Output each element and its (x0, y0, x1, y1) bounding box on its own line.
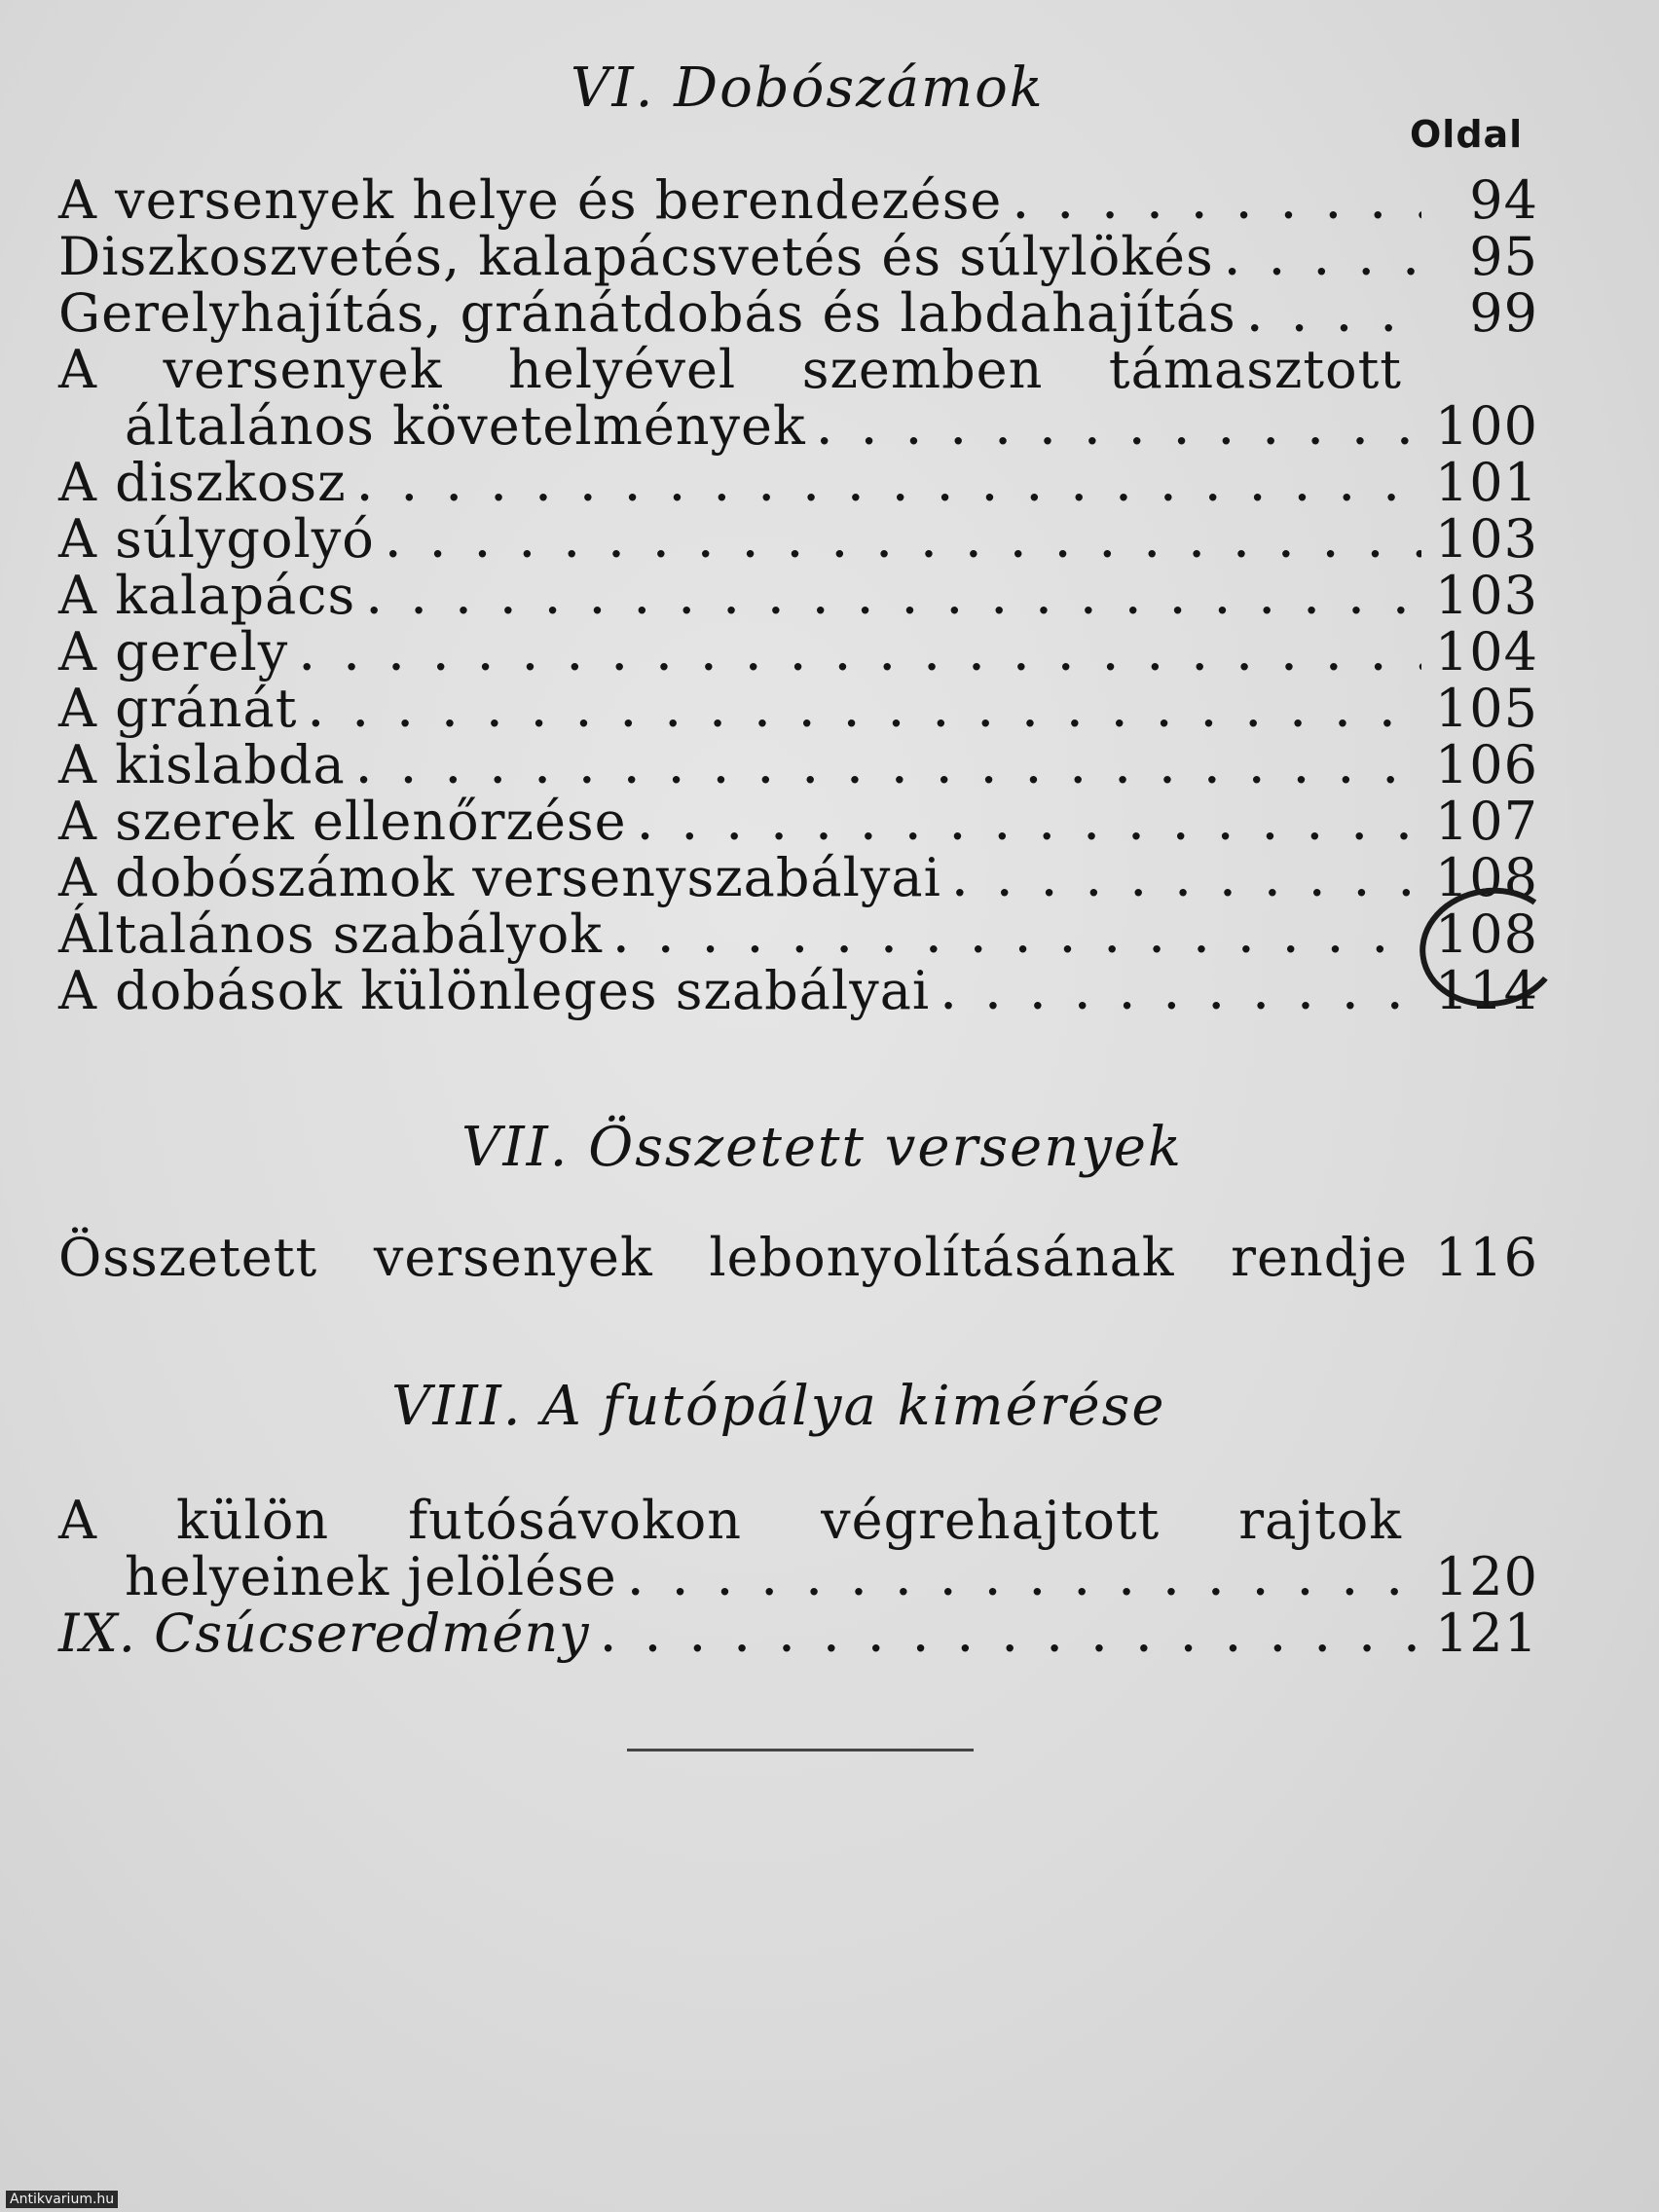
section-title-vi: VI. Dobószámok (571, 56, 1045, 120)
toc-entry-title: A gerely (58, 621, 289, 682)
toc-entry-title: A súlygolyó (58, 508, 375, 570)
toc-entry (58, 510, 1538, 569)
toc-entry-page: 105 (1434, 678, 1538, 739)
section-title-viii: VIII. A futópálya kimérése (391, 1375, 1166, 1438)
watermark: Antikvarium.hu (6, 2191, 118, 2208)
toc-entry (58, 228, 1538, 286)
toc-entry-title: helyeinek jelölése (125, 1546, 617, 1607)
toc-entry-page: 95 (1469, 226, 1538, 287)
toc-entry (58, 1229, 1538, 1287)
toc-entry-line1 (58, 341, 1402, 399)
toc-entry-page: 116 (1434, 1227, 1538, 1288)
toc-entry-page: 99 (1469, 282, 1538, 344)
toc-entry (58, 849, 1538, 907)
leader-dots (818, 402, 1421, 461)
toc-entry-title: Gerelyhajítás, gránátdobás és labdahajítás (58, 282, 1236, 344)
toc-entry (58, 171, 1538, 230)
toc-entry-page: 106 (1434, 734, 1538, 795)
toc-entry-page: 104 (1434, 621, 1538, 682)
toc-entry-title: A dobószámok versenyszabályai (58, 847, 941, 908)
leader-dots (1226, 233, 1421, 291)
toc-entry-page: 103 (1434, 508, 1538, 570)
leader-dots (309, 684, 1421, 743)
toc-entry-title: A gránát (58, 678, 298, 739)
page-column-header: Oldal (1410, 113, 1524, 156)
toc-entry-page: 108 (1434, 903, 1538, 965)
leader-dots (953, 854, 1421, 912)
leader-dots (602, 1609, 1421, 1668)
leader-dots (358, 459, 1421, 517)
toc-entry (58, 454, 1538, 512)
toc-entry-line2 (125, 1548, 1538, 1606)
toc-entry-page: 120 (1434, 1546, 1538, 1607)
toc-entry-title: A dobások különleges szabályai (58, 960, 931, 1021)
toc-entry-line2 (125, 397, 1538, 456)
toc-entry (58, 623, 1538, 682)
toc-entry-title: A külön futósávokon végrehajtott rajtok (58, 1490, 1402, 1551)
toc-entry-page: 108 (1434, 847, 1538, 908)
toc-entry (58, 1604, 1538, 1663)
toc-entry-title: A kalapács (58, 565, 356, 626)
leader-dots (629, 1553, 1421, 1611)
toc-entry-line1 (58, 1492, 1402, 1550)
leader-dots (300, 628, 1421, 686)
leader-dots (941, 967, 1421, 1025)
toc-entry-title: A kislabda (58, 734, 346, 795)
toc-entry-title: általános követelmények (125, 395, 806, 457)
toc-entry-title: IX. Csúcseredmény (58, 1603, 590, 1664)
toc-entry-title: Összetett versenyek lebonyolításának rendje (58, 1227, 1408, 1288)
leader-dots (367, 571, 1421, 630)
toc-entry (58, 284, 1538, 343)
toc-entry (58, 905, 1538, 964)
toc-entry (58, 793, 1538, 851)
toc-entry (58, 567, 1538, 625)
toc-entry-title: A versenyek helyével szemben támasztott (58, 339, 1402, 400)
toc-entry-title: A diszkosz (58, 452, 347, 513)
section-title-vii: VII. Összetett versenyek (461, 1116, 1183, 1179)
toc-entry-page: 94 (1469, 169, 1538, 231)
end-rule-divider (627, 1749, 974, 1751)
toc-entry-page: 114 (1434, 960, 1538, 1021)
toc-entry-page: 107 (1434, 791, 1538, 852)
toc-entry-page: 101 (1434, 452, 1538, 513)
toc-entry (58, 962, 1538, 1020)
toc-entry-page: 121 (1434, 1603, 1538, 1664)
toc-entry (58, 680, 1538, 738)
toc-entry-page: 103 (1434, 565, 1538, 626)
toc-entry-title: A szerek ellenőrzése (58, 791, 627, 852)
toc-entry (58, 736, 1538, 794)
toc-entry-title: A versenyek helye és berendezése (58, 169, 1003, 231)
toc-entry-title: Általános szabályok (58, 903, 603, 965)
toc-entry-page: 100 (1434, 395, 1538, 457)
leader-dots (387, 515, 1421, 573)
toc-entry-title: Diszkoszvetés, kalapácsvetés és súlylökés (58, 226, 1214, 287)
